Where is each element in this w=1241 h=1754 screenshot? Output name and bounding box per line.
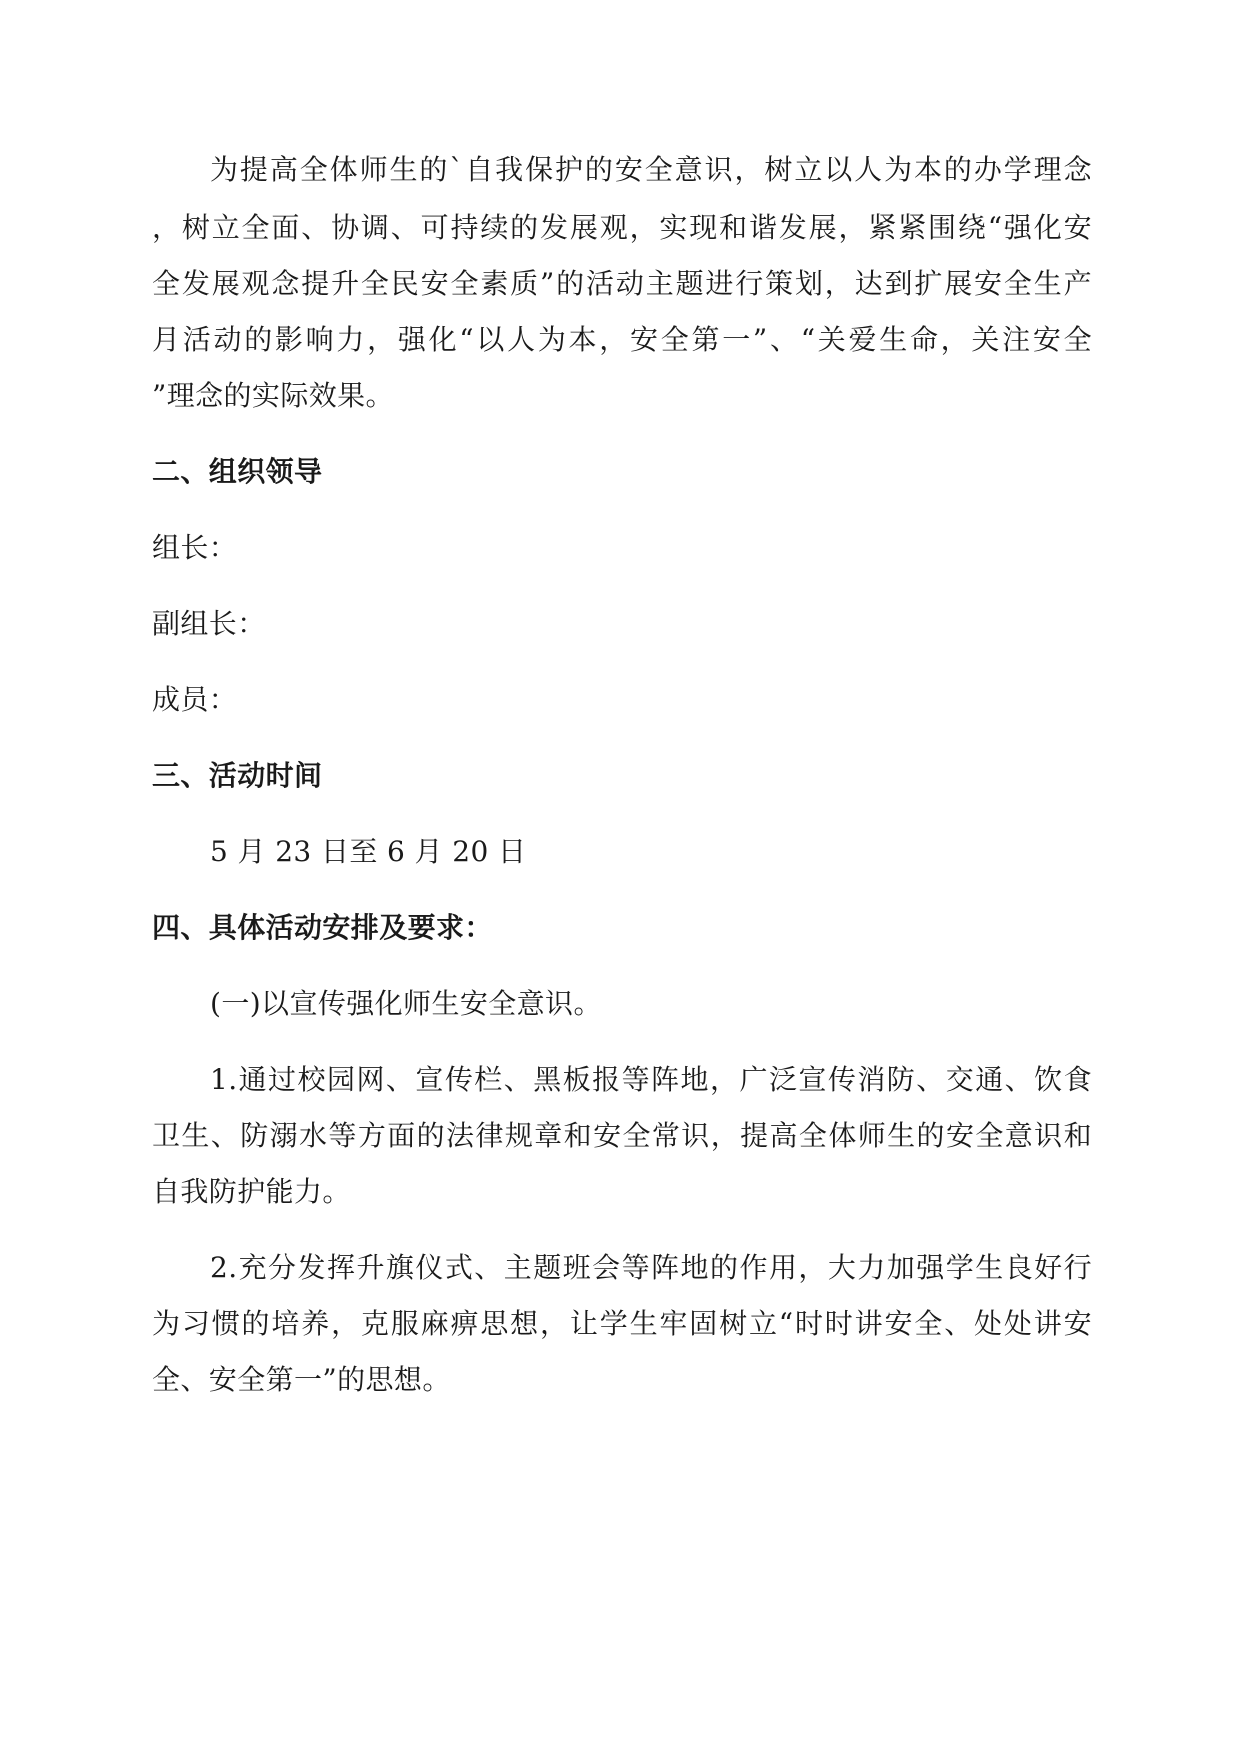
intro-line-1: 为提高全体师生的`自我保护的安全意识，树立以人为本的办学理念 [210,153,1092,186]
intro-line-3: 全发展观念提升全民安全素质”的活动主题进行策划，达到扩展安全生产 [152,267,1092,300]
intro-line-5: ”理念的实际效果。 [152,379,394,412]
item-2-line-3: 全、安全第一”的思想。 [152,1363,451,1396]
section-heading-organization: 二、组织领导 [152,455,323,488]
deputy-leader-label: 副组长： [152,607,266,640]
members-label: 成员： [152,683,238,716]
section-heading-time: 三、活动时间 [152,759,323,792]
leader-label: 组长： [152,531,238,564]
item-2-line-2: 为习惯的培养，克服麻痹思想，让学生牢固树立“时时讲安全、处处讲安 [152,1307,1092,1340]
activity-dates: 5 月 23 日至 6 月 20 日 [210,835,527,868]
item-1-line-1: 1.通过校园网、宣传栏、黑板报等阵地，广泛宣传消防、交通、饮食 [210,1063,1092,1096]
intro-line-4: 月活动的影响力，强化“以人为本，安全第一”、“关爱生命，关注安全 [152,323,1092,356]
item-1-line-2: 卫生、防溺水等方面的法律规章和安全常识，提高全体师生的安全意识和 [152,1119,1092,1152]
intro-line-2: ，树立全面、协调、可持续的发展观，实现和谐发展，紧紧围绕“强化安 [152,211,1092,244]
item-2-line-1: 2.充分发挥升旗仪式、主题班会等阵地的作用，大力加强学生良好行 [210,1251,1092,1284]
subsection-1: (一)以宣传强化师生安全意识。 [210,987,602,1020]
section-heading-arrangements: 四、具体活动安排及要求： [152,911,493,944]
item-1-line-3: 自我防护能力。 [152,1175,351,1208]
